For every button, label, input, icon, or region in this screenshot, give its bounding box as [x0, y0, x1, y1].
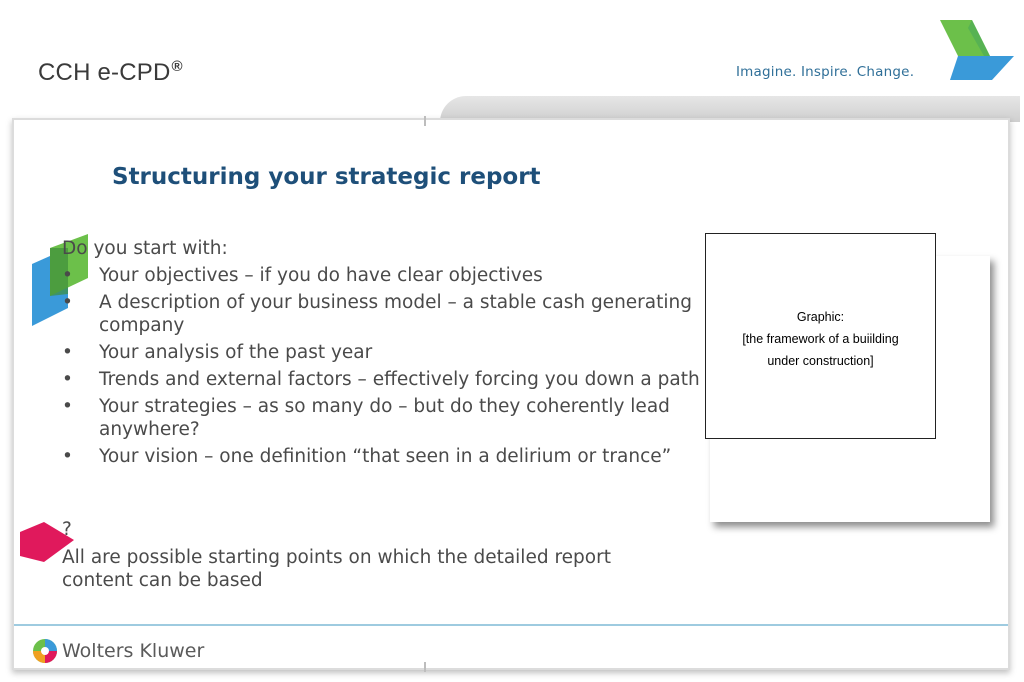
- list-item: [62, 395, 702, 441]
- list-item: [62, 341, 702, 364]
- intro-text: Do you start with:: [62, 238, 228, 259]
- bullet-text: Your objectives – if you do have clear objectives: [99, 265, 543, 286]
- closing-text: All are possible starting points on which the detailed report content can be based: [62, 547, 611, 591]
- brand-logo: [38, 58, 183, 87]
- bullet-text: Trends and external factors – effectively forcing you down a path: [99, 369, 700, 390]
- list-item: [62, 264, 702, 287]
- bullet-marker: •: [62, 342, 73, 363]
- registered-mark: ®: [171, 58, 183, 75]
- bullet-text: Your strategies – as so many do – but do they coherently lead anywhere?: [99, 396, 670, 440]
- brand-name: CCH e-CPD: [38, 59, 171, 86]
- bullet-marker: •: [62, 265, 73, 286]
- chevron-logo-icon: [910, 18, 1016, 82]
- slide-title: Structuring your strategic report: [112, 164, 541, 190]
- footer-logo: [32, 638, 204, 664]
- bullet-marker: •: [62, 446, 73, 467]
- graphic-placeholder: [705, 233, 936, 439]
- bullet-text: Your vision – one definition “that seen in a delirium or trance”: [99, 446, 672, 467]
- frame-divider: [424, 116, 426, 126]
- list-item: [62, 445, 702, 468]
- graphic-caption: [the framework of a buiilding: [742, 332, 899, 346]
- globe-icon: [32, 638, 58, 664]
- tagline: Imagine. Inspire. Change.: [736, 64, 915, 80]
- list-item: [62, 368, 702, 391]
- frame-divider: [424, 662, 426, 672]
- list-item: [62, 291, 702, 337]
- bullet-text: Your analysis of the past year: [99, 342, 373, 363]
- bullet-list: [62, 264, 702, 472]
- graphic-caption: under construction]: [767, 354, 874, 368]
- question-mark: ?: [62, 519, 72, 540]
- bullet-marker: •: [62, 292, 73, 313]
- bullet-marker: •: [62, 396, 73, 417]
- graphic-caption: Graphic:: [796, 310, 845, 324]
- bullet-marker: •: [62, 369, 73, 390]
- footer-logo-text: Wolters Kluwer: [62, 640, 205, 662]
- footer-rule: [14, 624, 1008, 626]
- bullet-text: A description of your business model – a stable cash generating company: [99, 292, 692, 336]
